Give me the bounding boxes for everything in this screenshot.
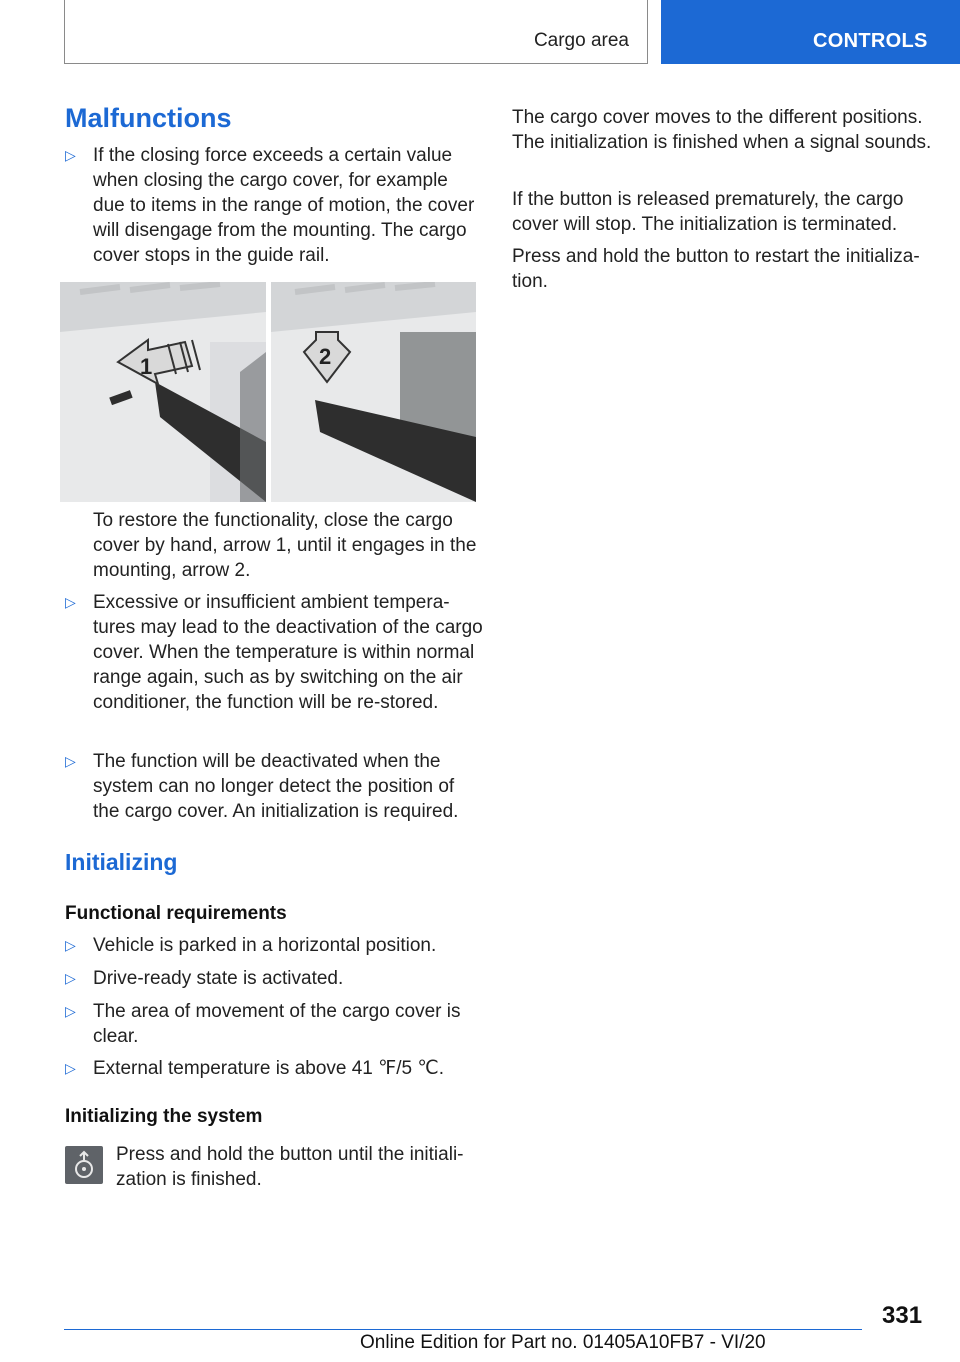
initializing-system-heading: Initializing the system [65, 1106, 263, 1127]
right-paragraph-2: If the button is released prematurely, the cargo cover will stop. The initialization is terminated. [512, 189, 904, 235]
figure-label-2: 2 [319, 344, 332, 369]
right-paragraph-1: The cargo cover moves to the different positions. The initialization is finished when a signal sounds. [512, 107, 932, 153]
bullet-text: Drive-ready state is activated. [93, 968, 344, 989]
restore-text: To restore the functionality, close the cargo cover by hand, arrow 1, until it engages in the mounting, arrow 2. [93, 510, 477, 581]
bullet-text: Vehicle is parked in a horizontal position. [93, 935, 437, 956]
initializing-heading: Initializing [65, 849, 178, 875]
bullet-triangle-icon: ▷ [65, 970, 76, 986]
footer-divider [64, 1329, 862, 1330]
header-section-title: Cargo area [533, 30, 629, 51]
bullet-triangle-icon: ▷ [65, 594, 76, 610]
bullet-triangle-icon: ▷ [65, 1060, 76, 1076]
page-number: 331 [882, 1302, 923, 1329]
bullet-triangle-icon: ▷ [65, 147, 76, 163]
bullet-text: If the closing force exceeds a certain value when closing the cargo cover, for example due to items in the range of motion, the cover will disengage from the mounting. The cargo cover stops in the guide rail. [93, 145, 475, 266]
bullet-triangle-icon: ▷ [65, 1003, 76, 1019]
bullet-triangle-icon: ▷ [65, 753, 76, 769]
bullet-text: External temperature is above 41 ℉/5 ℃. [93, 1058, 444, 1079]
bullet-text: The function will be deactivated when the system can no longer detect the position of the cargo cover. An initialization is required. [93, 751, 459, 822]
functional-requirements-heading: Functional requirements [65, 903, 287, 924]
cargo-cover-illustration [60, 282, 476, 502]
bullet-triangle-icon: ▷ [65, 937, 76, 953]
footer-edition: Online Edition for Part no. 01405A10FB7 - VI/20 [360, 1332, 766, 1353]
header-tab-label: CONTROLS [813, 30, 928, 52]
malfunctions-heading: Malfunctions [65, 103, 232, 133]
header-section-box [64, 0, 648, 64]
bullet-text: Excessive or insufficient ambient tempera-tures may lead to the deactivation of the cargo cover. When the temperature is within normal range again, such as by switching on the air conditioner, the function will be re-stored. [93, 592, 483, 713]
initializing-system-text: Press and hold the button until the initiali-zation is finished. [116, 1144, 464, 1190]
right-paragraph-3: Press and hold the button to restart the initializa-tion. [512, 246, 920, 292]
bullet-text: The area of movement of the cargo cover is clear. [93, 1001, 461, 1047]
header-tab-controls[interactable] [661, 0, 960, 64]
figure-label-1: 1 [140, 354, 153, 379]
cargo-cover-figure [60, 282, 476, 502]
cargo-cover-button-icon [65, 1146, 103, 1184]
